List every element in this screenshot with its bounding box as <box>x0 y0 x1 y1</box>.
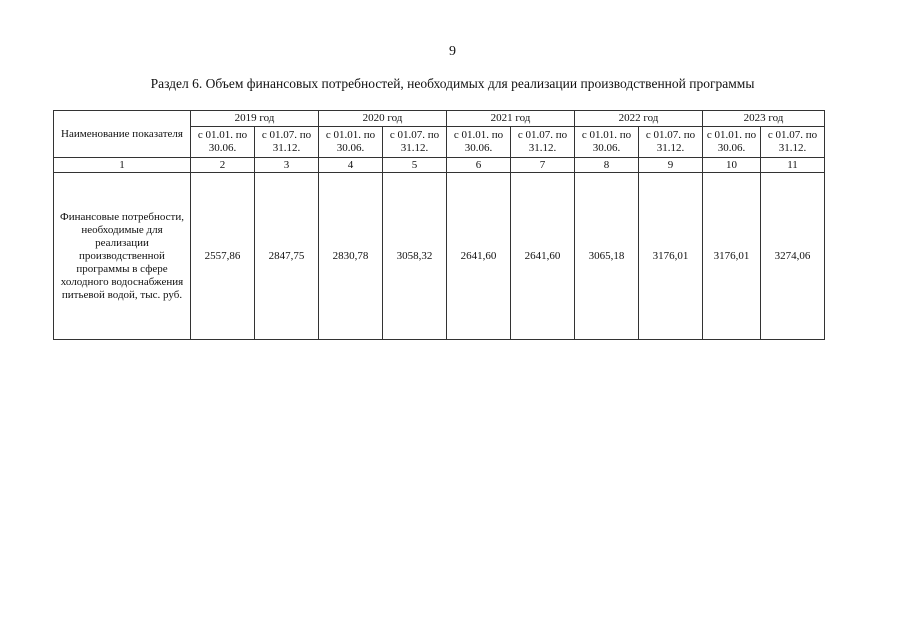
period-second-half: с 01.07. по 31.12. <box>255 127 319 158</box>
value-cell: 3058,32 <box>383 173 447 340</box>
year-header-2020: 2020 год <box>319 111 447 127</box>
value-cell: 3274,06 <box>761 173 825 340</box>
column-number: 3 <box>255 158 319 173</box>
year-header-2019: 2019 год <box>191 111 319 127</box>
period-second-half: с 01.07. по 31.12. <box>639 127 703 158</box>
indicator-name: Финансовые потребности, необходимые для реализации производственной программы в сфере холодного водоснабжения питьевой водой, тыс. руб. <box>54 173 191 340</box>
table-row <box>54 173 825 340</box>
column-number: 1 <box>54 158 191 173</box>
column-number: 8 <box>575 158 639 173</box>
value-cell: 2847,75 <box>255 173 319 340</box>
period-second-half: с 01.07. по 31.12. <box>761 127 825 158</box>
year-header-2021: 2021 год <box>447 111 575 127</box>
header-row-years <box>54 111 825 127</box>
period-first-half: с 01.01. по 30.06. <box>575 127 639 158</box>
value-cell: 3065,18 <box>575 173 639 340</box>
column-number: 4 <box>319 158 383 173</box>
column-number: 11 <box>761 158 825 173</box>
period-second-half: с 01.07. по 31.12. <box>511 127 575 158</box>
column-number: 9 <box>639 158 703 173</box>
financial-needs-table <box>53 110 825 340</box>
page-number: 9 <box>449 44 456 59</box>
column-number: 10 <box>703 158 761 173</box>
year-header-2022: 2022 год <box>575 111 703 127</box>
value-cell: 2641,60 <box>447 173 511 340</box>
value-cell: 2830,78 <box>319 173 383 340</box>
section-title: Раздел 6. Объем финансовых потребностей, необходимых для реализации производственной программы <box>150 76 755 91</box>
value-cell: 2641,60 <box>511 173 575 340</box>
value-cell: 2557,86 <box>191 173 255 340</box>
period-first-half: с 01.01. по 30.06. <box>191 127 255 158</box>
column-number: 7 <box>511 158 575 173</box>
year-header-2023: 2023 год <box>703 111 825 127</box>
period-first-half: с 01.01. по 30.06. <box>319 127 383 158</box>
period-first-half: с 01.01. по 30.06. <box>703 127 761 158</box>
column-number-row <box>54 158 825 173</box>
period-second-half: с 01.07. по 31.12. <box>383 127 447 158</box>
value-cell: 3176,01 <box>703 173 761 340</box>
indicator-header: Наименование показателя <box>54 111 191 158</box>
value-cell: 3176,01 <box>639 173 703 340</box>
column-number: 2 <box>191 158 255 173</box>
column-number: 6 <box>447 158 511 173</box>
column-number: 5 <box>383 158 447 173</box>
period-first-half: с 01.01. по 30.06. <box>447 127 511 158</box>
